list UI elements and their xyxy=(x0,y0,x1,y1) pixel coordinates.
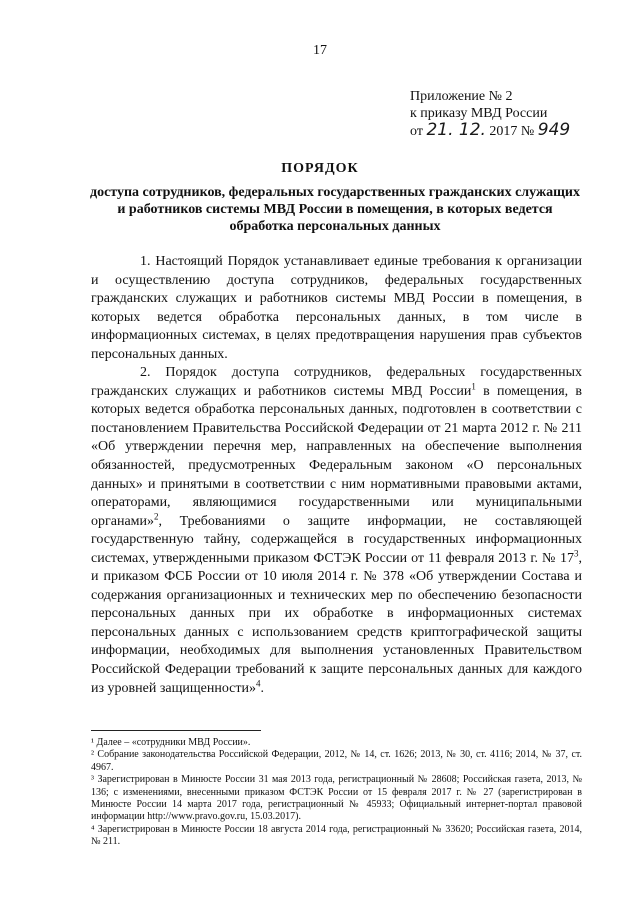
footnote-1: ¹ Далее – «сотрудники МВД России». xyxy=(91,737,251,748)
appendix-date-prefix: от xyxy=(410,124,423,139)
paragraph-2-text-d: , и приказом ФСБ России от 10 июля 2014 г. № 378 «Об утверждении Состава и содержания организационных и технических мер по обеспечению безопасности персональных данных при их обработке в информационных системах персональных данных с использованием средств криптографической защиты информации, необходимых для выполнения установленных Правительством Российской Федерации требований к защите персональных данных для каждого из уровней защищенности» xyxy=(91,550,582,696)
paragraph-2-text-b: в помещения, в которых ведется обработка персональных данных, подготовлен в соответствии с постановлением Правительства Российской Федерации от 21 марта 2012 г. № 211 «Об утверждении перечня мер, направленных на обеспечение выполнения обязанностей, предусмотренных Федеральным законом «О персональных данных» и принятыми в соответствии с ним нормативными правовыми актами, операторами, являющимися государственными или муниципальными органами» xyxy=(91,383,583,529)
appendix-line-3 xyxy=(410,122,570,140)
document-body xyxy=(91,253,582,698)
paragraph-2-text-c: , Требованиями о защите информации, не составляющей государственную тайну, содержащейся в государственных информационных системах, утвержденными приказом ФСТЭК России от 11 февраля 2013 г. № 17 xyxy=(91,513,582,566)
paragraph-1: 1. Настоящий Порядок устанавливает единые требования к организации и осуществлению доступа сотрудников, федеральных государственных гражданских служащих и работников системы МВД России в помещения, в которых ведется обработка персональных данных, в том числе в информационных системах, в целях предотвращения нарушения прав субъектов персональных данных. xyxy=(91,254,582,362)
footnotes xyxy=(91,737,582,849)
appendix-year: 2017 № xyxy=(489,124,535,139)
document-title: ПОРЯДОК xyxy=(281,161,359,176)
paragraph-2-text-a: 2. Порядок доступа сотрудников, федеральных государственных гражданских служащих и работников системы МВД России xyxy=(91,365,582,399)
footnote-ref-4: 4 xyxy=(256,677,261,688)
document-subtitle: доступа сотрудников, федеральных государственных гражданских служащих и работников системы МВД России в помещения, в которых ведется обработка персональных данных xyxy=(90,185,580,234)
footnote-3: ³ Зарегистрирован в Минюсте России 31 мая 2013 года, регистрационный № 28608; Российская газета, 2013, № 136; с изменениями, внесенными приказом ФСТЭК России от 15 февраля 2017 г. № 27 (зарегистрирован в Минюсте России 14 марта 2017 года, регистрационный № 45933; Официальный интернет-портал правовой информации http://www.pravo.gov.ru, 15.03.2017). xyxy=(91,774,582,823)
paragraph-2 xyxy=(91,364,582,698)
handwritten-date: 21. 12. xyxy=(426,120,486,140)
appendix-block xyxy=(410,88,570,140)
appendix-line-1: Приложение № 2 xyxy=(410,89,513,104)
footnote-ref-2: 2 xyxy=(154,511,159,521)
footnote-4: ⁴ Зарегистрирован в Минюсте России 18 августа 2014 года, регистрационный № 33620; Российская газета, 2014, № 211. xyxy=(91,823,582,848)
footnote-ref-1: 1 xyxy=(471,381,476,392)
paragraph-2-text-e: . xyxy=(260,680,264,696)
page-number: 17 xyxy=(313,43,327,58)
footnote-divider xyxy=(91,730,261,731)
appendix-line-2: к приказу МВД России xyxy=(410,106,548,121)
footnote-2: ² Собрание законодательства Российской Федерации, 2012, № 14, ст. 1626; 2013, № 30, ст. 4116; 2014, № 37, ст. 4967. xyxy=(91,749,582,773)
handwritten-order-number: 949 xyxy=(537,120,571,140)
footnote-ref-3: 3 xyxy=(574,548,579,559)
